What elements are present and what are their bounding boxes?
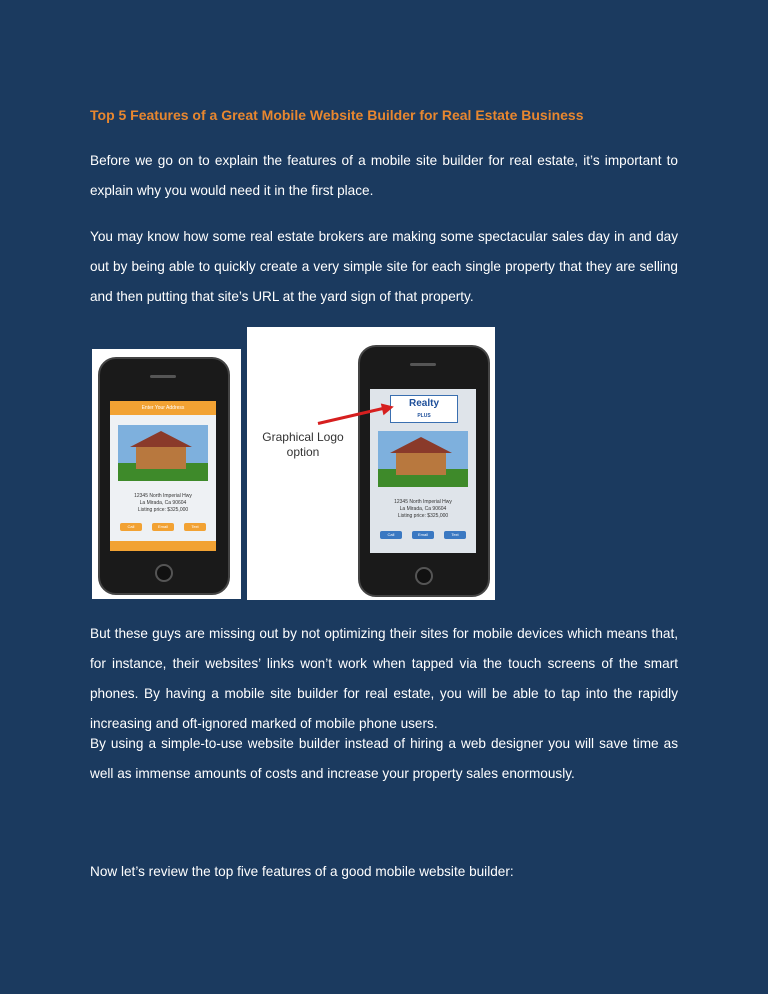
- phone-left-screen: [110, 401, 216, 551]
- realty-logo: [390, 395, 458, 423]
- figure-caption: Graphical Logo option: [262, 430, 344, 459]
- phone-right-email-button: Email: [412, 531, 434, 539]
- phone-right-address: 12345 North Imperial Hwy La Mirada, Ca 90604 Listing price: $325,000: [394, 499, 452, 519]
- document-title: Top 5 Features of a Great Mobile Website Builder for Real Estate Business: [90, 107, 584, 123]
- realty-logo-text: Realty: [408, 398, 439, 409]
- phone-left: [98, 357, 230, 595]
- figure-left-phone: [92, 349, 241, 599]
- phone-left-call-button: Call: [120, 523, 142, 531]
- house-body: [136, 445, 186, 469]
- house-roof: [390, 437, 452, 453]
- phone-right: [358, 345, 490, 597]
- phone-left-text-button: Text: [184, 523, 206, 531]
- home-button-icon: [155, 564, 173, 582]
- realty-logo-sub: PLUS: [417, 413, 431, 419]
- paragraph-brokers: You may know how some real estate brokers are making some spectacular sales day in and day out by being able to quickly create a very simple site for each single property that they are selling and then putting that site’s URL at the yard sign of that property.: [90, 229, 678, 304]
- phone-left-email-button: Email: [152, 523, 174, 531]
- phone-right-text-button: Text: [444, 531, 466, 539]
- figure-right-phone: [247, 327, 495, 600]
- speaker-icon: [410, 363, 436, 366]
- phone-left-header-text: Enter Your Address: [141, 405, 185, 411]
- paragraph-mobile: But these guys are missing out by not optimizing their sites for mobile devices which means that, for instance, their websites’ links won’t work when tapped via the touch screens of the smart phones. By having a mobile site builder for real estate, you will be able to tap into the rapidly increasing and oft-ignored marked of mobile phone users.: [90, 626, 678, 731]
- speaker-icon: [150, 375, 176, 378]
- house-roof: [130, 431, 192, 447]
- phone-left-footer: [110, 541, 216, 551]
- phone-left-address: 12345 North Imperial Hwy La Mirada, Ca 90604 Listing price: $325,000: [134, 493, 192, 513]
- phone-right-call-button: Call: [380, 531, 402, 539]
- home-button-icon: [415, 567, 433, 585]
- house-body: [396, 451, 446, 475]
- paragraph-review: Now let’s review the top five features of a good mobile website builder:: [90, 864, 514, 879]
- phone-left-header: [110, 401, 216, 415]
- paragraph-intro: Before we go on to explain the features of a mobile site builder for real estate, it’s important to explain why you would need it in the first place.: [90, 153, 678, 198]
- paragraph-costs: By using a simple-to-use website builder instead of hiring a web designer you will save time as well as immense amounts of costs and increase your property sales enormously.: [90, 736, 678, 781]
